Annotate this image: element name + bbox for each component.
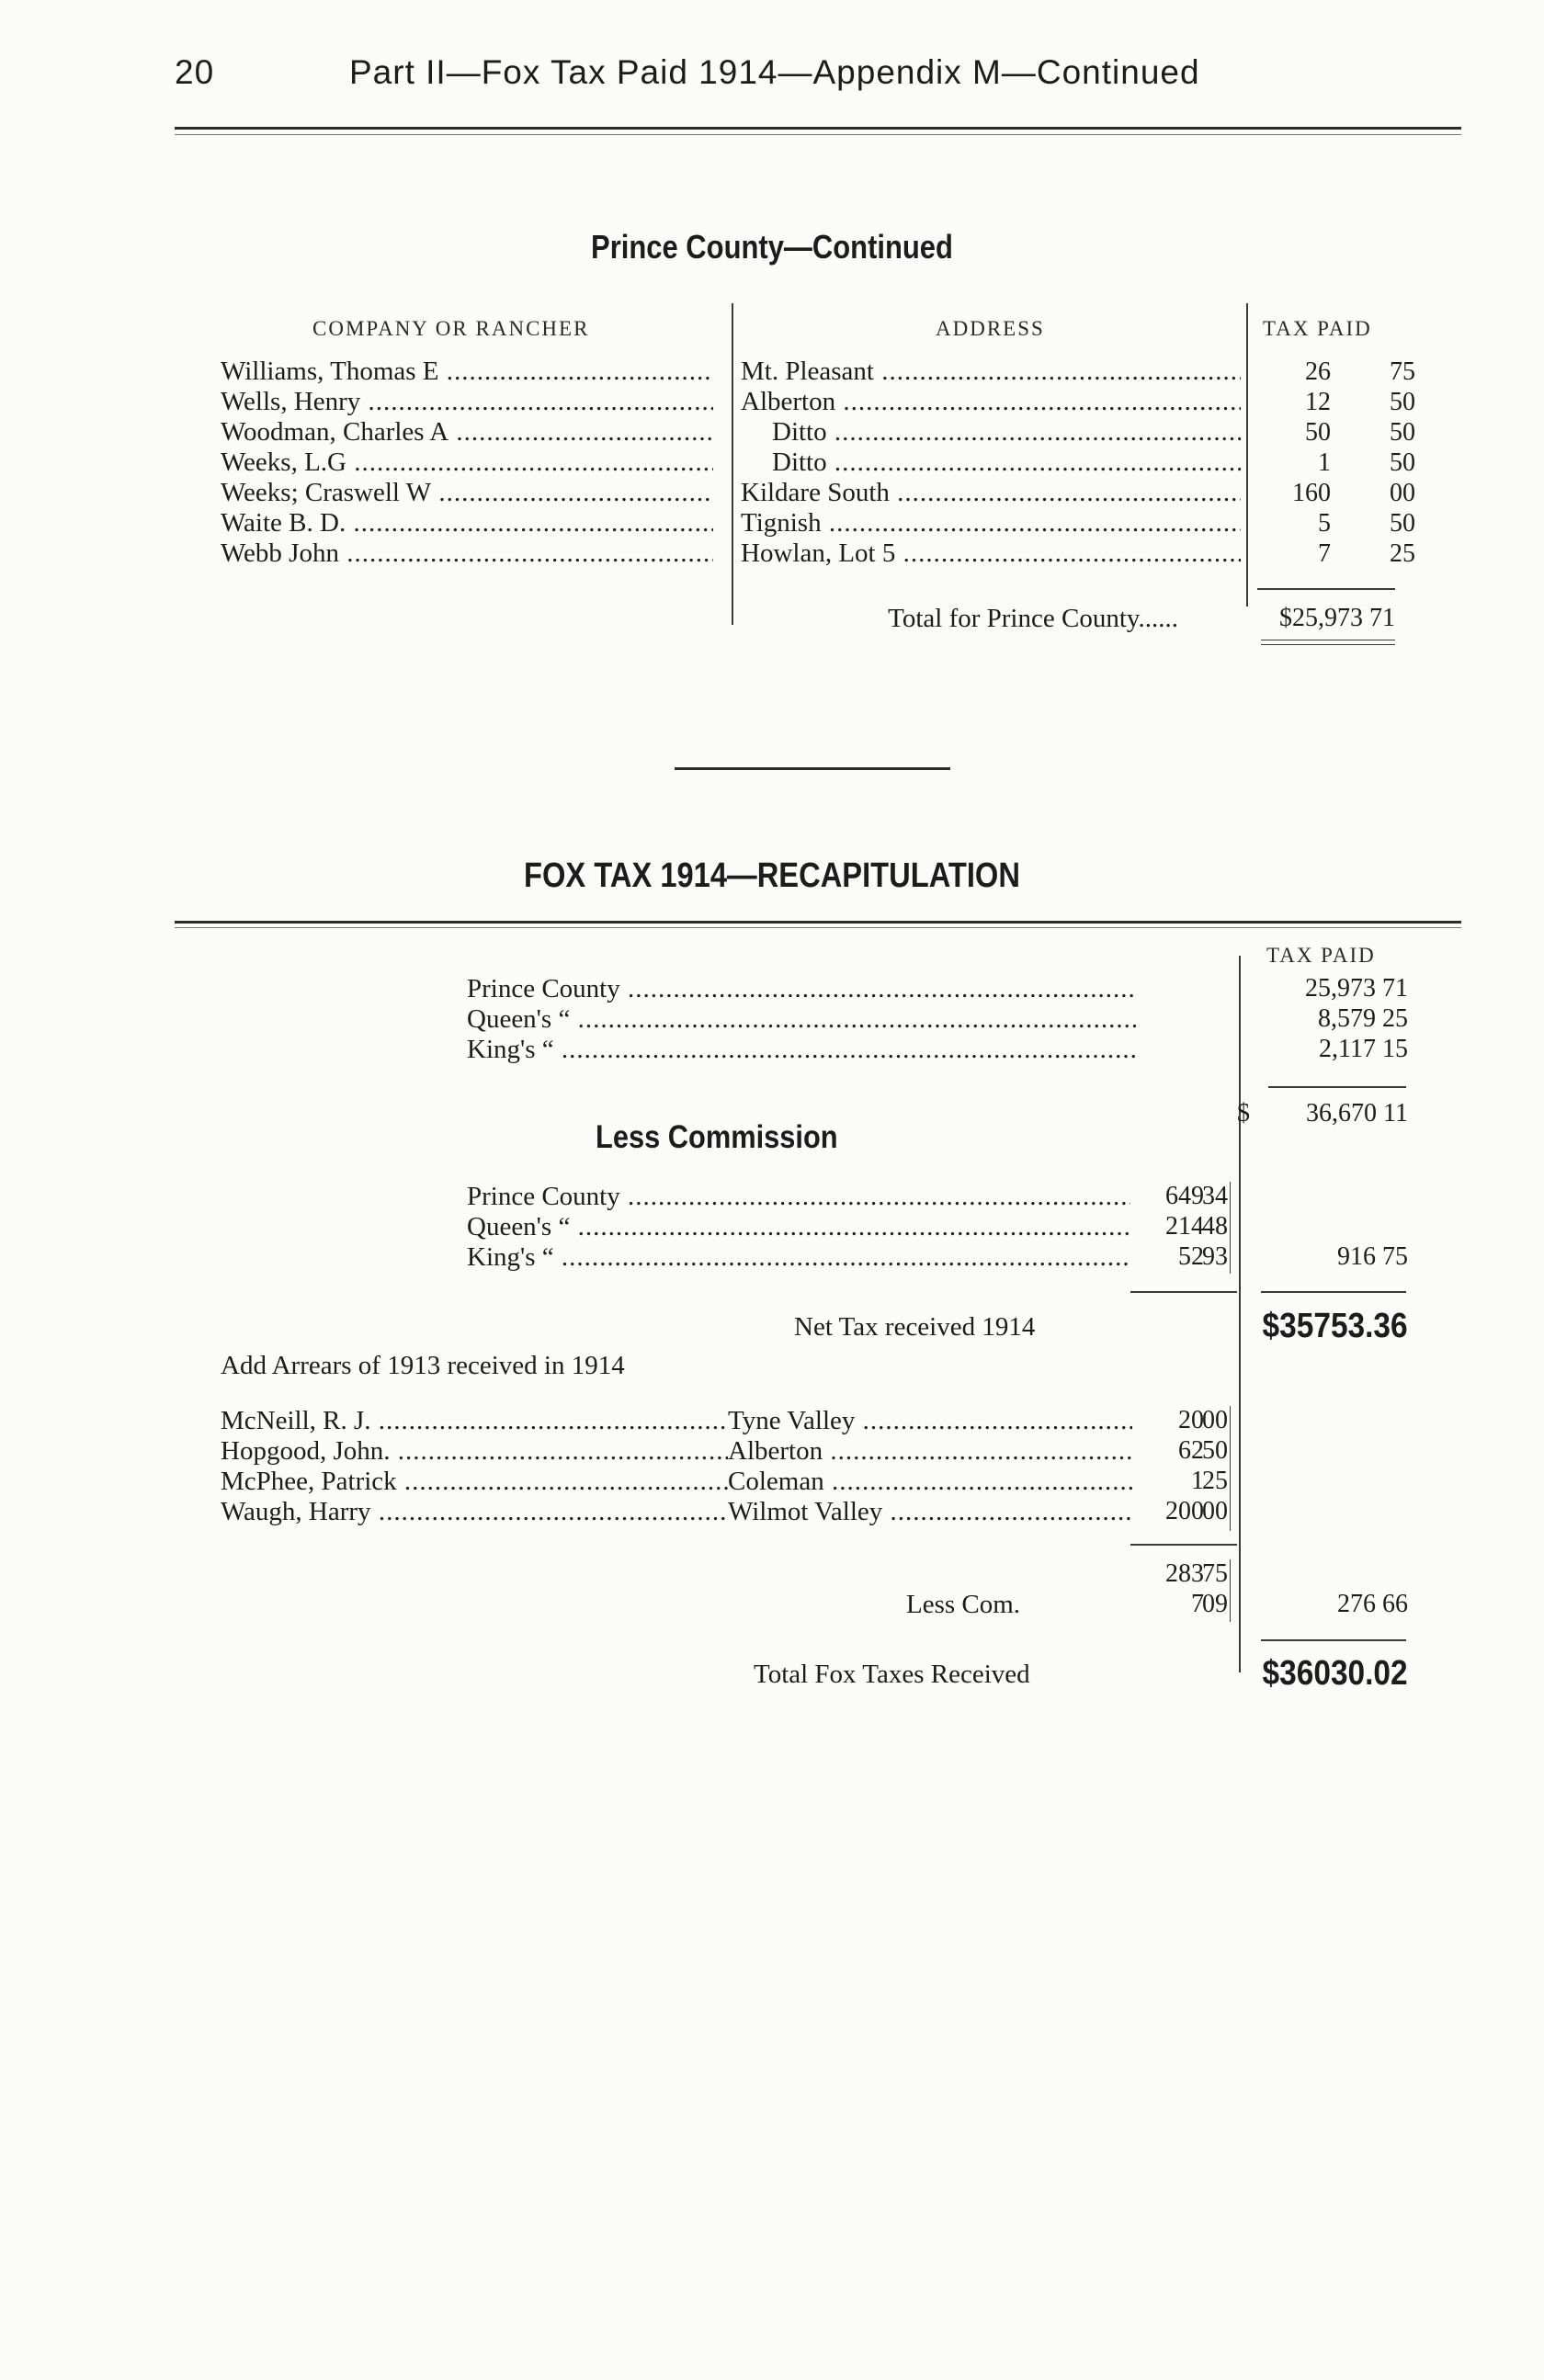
county-name: Queen's “ ..... [467,1004,1136,1035]
sum-rule [1130,1291,1237,1293]
recap-rule-thin [175,927,1461,928]
arrears-label: Add Arrears of 1913 received in 1914 [221,1351,625,1380]
table-row [221,387,1415,417]
section-separator [675,767,950,770]
sum-rule [1261,1291,1406,1293]
rancher-address: Ditto ..... [772,448,1241,478]
tax-dollars: 50 [1305,418,1331,447]
rancher-name: Weeks, L.G ..... [221,448,713,478]
tax-dollars: 7 [1318,539,1331,568]
arrears-name: McNeill, R. J. ..... [221,1406,728,1436]
cents-divider [1230,1182,1231,1274]
tax-cents: 00 [1390,479,1415,507]
table-row [221,508,1415,538]
county-tax: 8,579 25 [1318,1004,1408,1033]
arrears-dollars: 20 [1178,1406,1204,1434]
county-name: King's “ ..... [467,1035,1136,1065]
grand-total-label: Total Fox Taxes Received [754,1660,1030,1689]
column-header-address: ADDRESS [936,317,1045,340]
sum-rule [1257,588,1395,590]
arrears-dollars: 62 [1178,1436,1204,1465]
table-row [221,538,1415,569]
rancher-address: Alberton ..... [741,387,1241,417]
table-row [221,417,1415,448]
prince-total-value: $25,973 71 [1279,604,1395,632]
commission-name: Prince County ..... [467,1182,1130,1212]
rancher-name: Webb John ..... [221,538,713,569]
tax-dollars: 160 [1292,479,1331,507]
county-name: Prince County ..... [467,974,1136,1004]
commission-name: King's “ ..... [467,1242,1130,1273]
tax-cents: 75 [1390,357,1415,386]
page-number: 20 [175,53,215,91]
cents-divider [1230,1559,1231,1622]
commission-cents: 93 [1202,1242,1228,1271]
column-header-company: COMPANY OR RANCHER [312,317,590,340]
county-tax: 2,117 15 [1319,1035,1408,1063]
arrears-cents: 50 [1202,1436,1228,1465]
section-title-prince: Prince County—Continued [591,228,953,266]
rancher-name: Waite B. D. ..... [221,508,713,538]
commission-cents: 48 [1202,1212,1228,1241]
subtotal-value: 36,670 11 [1306,1099,1408,1128]
commission-name: Queen's “ ..... [467,1212,1130,1242]
column-header-tax: TAX PAID [1263,317,1372,340]
less-com-dollars: 7 [1191,1590,1204,1618]
rancher-name: Williams, Thomas E ..... [221,357,713,387]
grand-total-value: $36030.02 [1262,1654,1408,1693]
cents-divider [1230,1406,1231,1531]
arrears-name: Hopgood, John. ..... [221,1436,728,1467]
tax-dollars: 1 [1318,448,1331,477]
arrears-sum-dollars: 283 [1165,1559,1204,1588]
rancher-address: Tignish ..... [741,508,1241,538]
section-title-recap: FOX TAX 1914—RECAPITULATION [524,856,1020,895]
sum-rule [1261,1639,1406,1641]
rancher-address: Ditto ..... [772,417,1241,448]
arrears-place: Tyne Valley ..... [728,1406,1132,1436]
arrears-place: Wilmot Valley ..... [728,1497,1132,1527]
net-tax-value: $35753.36 [1262,1307,1408,1345]
table-row [221,448,1415,478]
header-rule [175,127,1461,130]
rancher-address: Howlan, Lot 5 ..... [741,538,1241,569]
subtotal-currency: $ [1237,1099,1250,1128]
recap-rule [175,921,1461,924]
arrears-place: Alberton ..... [728,1436,1132,1467]
running-title: Part II—Fox Tax Paid 1914—Appendix M—Continued [349,53,1200,91]
rancher-address: Mt. Pleasant ..... [741,357,1241,387]
tax-cents: 50 [1390,418,1415,447]
header-rule-thin [175,134,1461,135]
recap-column-divider [1239,956,1241,1672]
rancher-address: Kildare South ..... [741,478,1241,508]
commission-total: 916 75 [1337,1242,1408,1271]
less-com-label: Less Com. [906,1590,1021,1619]
arrears-cents: 00 [1202,1497,1228,1525]
table-row [221,357,1415,387]
arrears-place: Coleman ..... [728,1467,1132,1497]
rancher-name: Woodman, Charles A ..... [221,417,713,448]
less-com-cents: 09 [1202,1590,1228,1618]
arrears-net-value: 276 66 [1337,1590,1408,1618]
net-tax-label: Net Tax received 1914 [794,1312,1036,1342]
less-commission-title: Less Commission [596,1119,838,1155]
arrears-name: Waugh, Harry ..... [221,1497,728,1527]
arrears-cents: 25 [1202,1467,1228,1495]
arrears-dollars: 200 [1165,1497,1204,1525]
tax-dollars: 12 [1305,388,1331,416]
commission-dollars: 214 [1165,1212,1204,1241]
arrears-sum-cents: 75 [1202,1559,1228,1588]
rancher-name: Wells, Henry ..... [221,387,713,417]
commission-cents: 34 [1202,1182,1228,1210]
commission-dollars: 649 [1165,1182,1204,1210]
tax-cents: 50 [1390,388,1415,416]
rancher-name: Weeks; Craswell W ..... [221,478,713,508]
tax-dollars: 26 [1305,357,1331,386]
tax-cents: 50 [1390,509,1415,538]
sum-rule [1130,1544,1237,1546]
commission-dollars: 52 [1178,1242,1204,1271]
tax-cents: 50 [1390,448,1415,477]
prince-total-label: Total for Prince County...... [888,604,1178,633]
arrears-cents: 00 [1202,1406,1228,1434]
arrears-name: McPhee, Patrick ..... [221,1467,728,1497]
county-tax: 25,973 71 [1305,974,1408,1003]
table-row [221,478,1415,508]
total-double-rule-2 [1261,644,1395,645]
arrears-dollars: 1 [1191,1467,1204,1495]
tax-cents: 25 [1390,539,1415,568]
tax-dollars: 5 [1318,509,1331,538]
sum-rule [1268,1086,1406,1088]
recap-column-header-tax: TAX PAID [1266,944,1376,967]
